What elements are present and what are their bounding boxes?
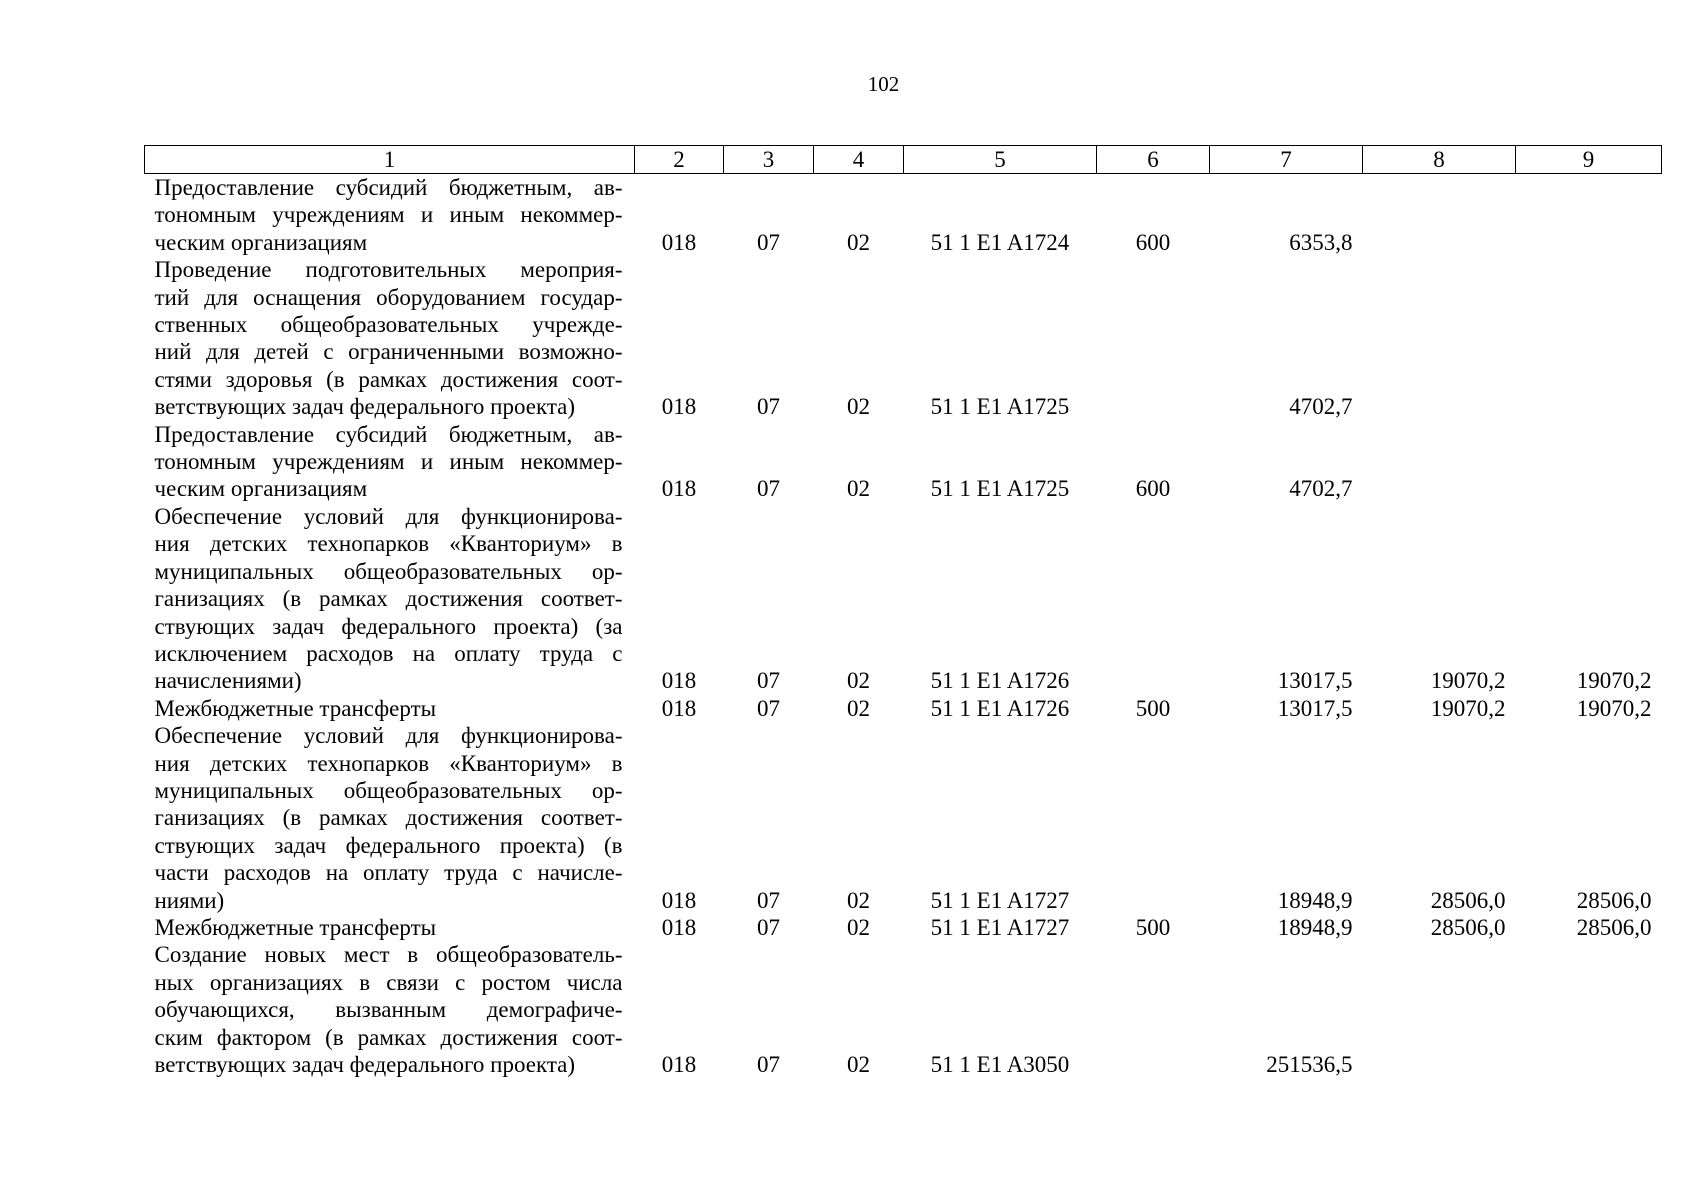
cell-target-article: 51 1 E1 A1726 xyxy=(930,668,1070,694)
cell-target-article: 51 1 E1 A1726 xyxy=(930,695,1070,721)
description-line: Межбюджетные трансферты xyxy=(154,914,437,940)
table-row xyxy=(145,914,1662,941)
cell-admin-code: 018 xyxy=(661,668,697,694)
cell-section: 07 xyxy=(757,668,780,694)
cell-admin-code: 018 xyxy=(661,394,697,420)
description-line: Создание новых мест в общеобразователь- xyxy=(154,942,623,968)
description-line: Предоставление субсидий бюджетным, ав- xyxy=(154,421,623,447)
cell-target-article: 51 1 E1 A3050 xyxy=(930,1052,1070,1077)
cell-section: 07 xyxy=(757,914,780,940)
cell-amount-year3: 28506,0 xyxy=(1576,887,1652,913)
table-row xyxy=(145,174,1662,257)
cell-expense-type: 600 xyxy=(1135,476,1171,502)
description-line: Предоставление субсидий бюджетным, ав- xyxy=(154,175,623,200)
description-line: Обеспечение условий для функционирова- xyxy=(154,503,623,529)
cell-amount-year3: 19070,2 xyxy=(1576,695,1652,721)
description-line: ния детских технопарков «Кванториум» в xyxy=(154,531,623,557)
column-header: 7 xyxy=(1210,146,1363,174)
cell-subsection: 02 xyxy=(847,668,870,694)
description-line: ний для детей с ограниченными возможно- xyxy=(154,339,623,365)
description-line: ственных общеобразовательных учрежде- xyxy=(154,312,623,338)
column-header: 3 xyxy=(724,146,814,174)
cell-amount-year2: 28506,0 xyxy=(1430,914,1506,940)
cell-expense-type xyxy=(1097,256,1210,420)
column-header: 6 xyxy=(1097,146,1210,174)
cell-amount-year3 xyxy=(1516,174,1662,257)
cell-subsection: 02 xyxy=(847,394,870,420)
description-line: ния детских технопарков «Кванториум» в xyxy=(154,750,623,776)
cell-section: 07 xyxy=(757,476,780,502)
cell-section: 07 xyxy=(757,1052,780,1077)
description-line: ганизациях (в рамках достижения соответ- xyxy=(154,586,623,612)
cell-expense-type: 600 xyxy=(1135,229,1171,255)
cell-section: 07 xyxy=(757,394,780,420)
description-line: ствующих задач федерального проекта) (за xyxy=(154,613,623,639)
budget-table xyxy=(144,145,1662,1078)
cell-section: 07 xyxy=(757,887,780,913)
cell-expense-type: 500 xyxy=(1135,914,1171,940)
column-header: 8 xyxy=(1363,146,1516,174)
cell-amount-year1: 18948,9 xyxy=(1277,887,1353,913)
description-line: ствующих задач федерального проекта) (в xyxy=(154,832,623,858)
cell-admin-code: 018 xyxy=(661,695,697,721)
cell-subsection: 02 xyxy=(847,914,870,940)
cell-subsection: 02 xyxy=(847,1052,870,1077)
cell-description xyxy=(145,174,635,257)
cell-amount-year3 xyxy=(1516,421,1662,503)
cell-amount-year2 xyxy=(1363,941,1516,1078)
cell-subsection: 02 xyxy=(847,887,870,913)
cell-amount-year1: 4702,7 xyxy=(1289,476,1353,502)
description-line: ных организациях в связи с ростом числа xyxy=(154,969,623,995)
column-header: 4 xyxy=(814,146,904,174)
description-line: ским фактором (в рамках достижения соот- xyxy=(154,1024,623,1050)
cell-amount-year3: 19070,2 xyxy=(1576,668,1652,694)
cell-amount-year2: 19070,2 xyxy=(1430,668,1506,694)
cell-section: 07 xyxy=(757,695,780,721)
description-line: тономным учреждениям и иным некоммер- xyxy=(154,202,623,228)
cell-amount-year1: 18948,9 xyxy=(1277,914,1353,940)
cell-expense-type xyxy=(1097,722,1210,914)
cell-target-article: 51 1 E1 A1725 xyxy=(930,476,1070,502)
cell-description xyxy=(145,421,635,503)
column-header: 1 xyxy=(145,146,635,174)
cell-subsection: 02 xyxy=(847,229,870,255)
table-row xyxy=(145,256,1662,420)
cell-amount-year2 xyxy=(1363,421,1516,503)
cell-expense-type xyxy=(1097,941,1210,1078)
cell-amount-year1: 6353,8 xyxy=(1289,229,1353,255)
description-line: исключением расходов на оплату труда с xyxy=(154,640,623,666)
cell-admin-code: 018 xyxy=(661,914,697,940)
cell-description xyxy=(145,256,635,420)
cell-subsection: 02 xyxy=(847,476,870,502)
cell-amount-year2 xyxy=(1363,174,1516,257)
description-line: Межбюджетные трансферты xyxy=(154,695,437,721)
description-line: ветствующих задач федерального проекта) xyxy=(154,394,576,420)
cell-amount-year2: 19070,2 xyxy=(1430,695,1506,721)
cell-amount-year3 xyxy=(1516,941,1662,1078)
column-header: 5 xyxy=(904,146,1097,174)
description-line: муниципальных общеобразовательных ор- xyxy=(154,558,623,584)
cell-admin-code: 018 xyxy=(661,229,697,255)
cell-amount-year1: 4702,7 xyxy=(1289,394,1353,420)
cell-description xyxy=(145,503,635,695)
table-row xyxy=(145,941,1662,1078)
cell-description xyxy=(145,722,635,914)
table-row xyxy=(145,695,1662,722)
cell-amount-year1: 251536,5 xyxy=(1266,1052,1353,1077)
cell-amount-year2 xyxy=(1363,256,1516,420)
description-line: Обеспечение условий для функционирова- xyxy=(154,723,623,749)
description-line: Проведение подготовительных мероприя- xyxy=(154,257,623,283)
cell-expense-type xyxy=(1097,503,1210,695)
cell-target-article: 51 1 E1 A1725 xyxy=(930,394,1070,420)
cell-admin-code: 018 xyxy=(661,887,697,913)
cell-expense-type: 500 xyxy=(1135,695,1171,721)
description-line: ниями) xyxy=(154,887,225,913)
cell-subsection: 02 xyxy=(847,695,870,721)
description-line: ческим организациям xyxy=(154,229,368,255)
description-line: начислениями) xyxy=(154,668,302,694)
description-line: муниципальных общеобразовательных ор- xyxy=(154,777,623,803)
table-row xyxy=(145,722,1662,914)
description-line: ветствующих задач федерального проекта) xyxy=(154,1052,576,1077)
cell-description xyxy=(145,914,635,941)
table-row xyxy=(145,421,1662,503)
description-line: ческим организациям xyxy=(154,476,368,502)
cell-amount-year3: 28506,0 xyxy=(1576,914,1652,940)
cell-admin-code: 018 xyxy=(661,1052,697,1077)
cell-target-article: 51 1 E1 A1727 xyxy=(930,914,1070,940)
table-body xyxy=(145,174,1662,1079)
cell-amount-year2: 28506,0 xyxy=(1430,887,1506,913)
description-line: части расходов на оплату труда с начисле- xyxy=(154,860,623,886)
table-header-row xyxy=(145,146,1662,174)
cell-amount-year3 xyxy=(1516,256,1662,420)
cell-amount-year1: 13017,5 xyxy=(1277,695,1353,721)
table-row xyxy=(145,503,1662,695)
cell-target-article: 51 1 E1 A1724 xyxy=(930,229,1070,255)
description-line: тий для оснащения оборудованием государ- xyxy=(154,284,623,310)
column-header: 9 xyxy=(1516,146,1662,174)
cell-target-article: 51 1 E1 A1727 xyxy=(930,887,1070,913)
description-line: обучающихся, вызванным демографиче- xyxy=(154,997,623,1023)
column-header: 2 xyxy=(635,146,724,174)
cell-amount-year1: 13017,5 xyxy=(1277,668,1353,694)
cell-admin-code: 018 xyxy=(661,476,697,502)
cell-description xyxy=(145,695,635,722)
description-line: ганизациях (в рамках достижения соответ- xyxy=(154,805,623,831)
cell-section: 07 xyxy=(757,229,780,255)
cell-description xyxy=(145,941,635,1078)
description-line: тономным учреждениям и иным некоммер- xyxy=(154,449,623,475)
description-line: стями здоровья (в рамках достижения соот- xyxy=(154,366,623,392)
page-number: 102 xyxy=(867,72,900,96)
